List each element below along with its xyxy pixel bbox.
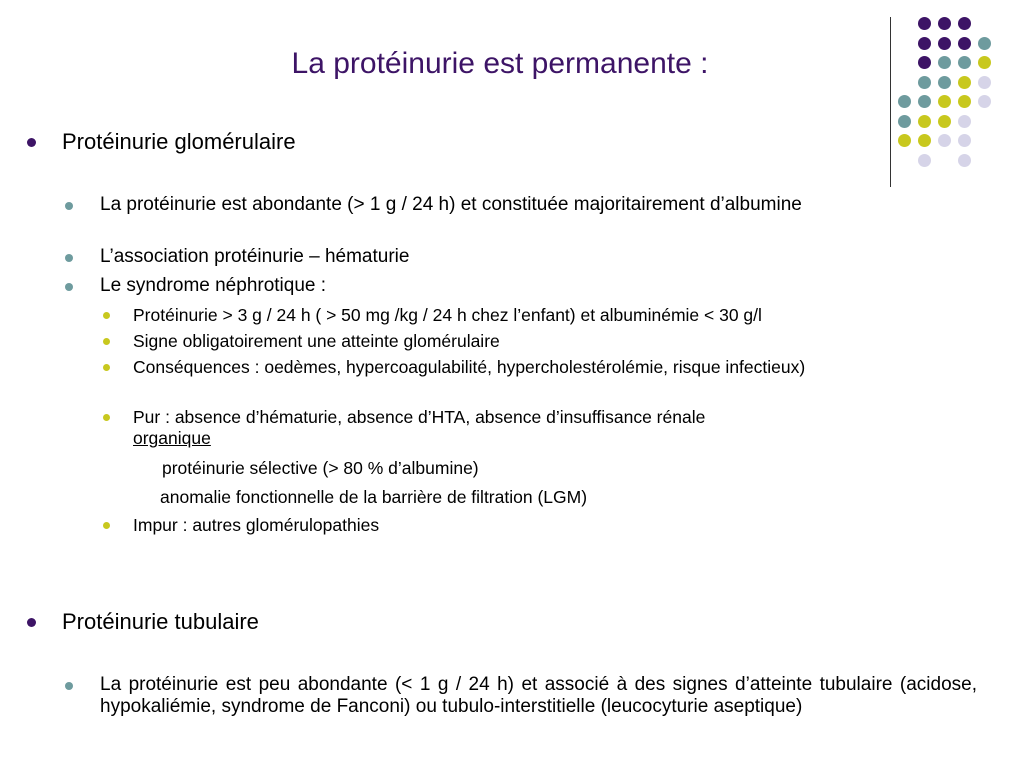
bullet-icon [103, 414, 110, 421]
bullet-icon [103, 312, 110, 319]
decorative-dot [958, 37, 971, 50]
note-line: protéinurie sélective (> 80 % d’albumine) [162, 458, 479, 478]
sub-list-item: Impur : autres glomérulopathies [133, 515, 380, 535]
sub-list-item-pur: Pur : absence d’hématurie, absence d’HTA, absence d’insuffisance rénale [133, 407, 706, 427]
bullet-icon [65, 682, 73, 690]
decorative-dot [918, 56, 931, 69]
decorative-dot [898, 95, 911, 108]
decorative-dot [918, 76, 931, 89]
decorative-dot [958, 56, 971, 69]
decorative-dot [978, 95, 991, 108]
bullet-icon [27, 618, 36, 627]
bullet-icon [65, 283, 73, 291]
decorative-dot [938, 37, 951, 50]
decorative-dot [938, 56, 951, 69]
note-line: anomalie fonctionnelle de la barrière de filtration (LGM) [160, 487, 588, 507]
decorative-dot [958, 95, 971, 108]
bullet-icon [103, 522, 110, 529]
list-item: Le syndrome néphrotique : [100, 275, 327, 296]
section-heading-glomerular: Protéinurie glomérulaire [62, 129, 296, 154]
decorative-dot [978, 76, 991, 89]
sub-list-item: Conséquences : oedèmes, hypercoagulabilité, hypercholestérolémie, risque infectieux) [133, 357, 806, 377]
bullet-icon [27, 138, 36, 147]
decorative-dot [918, 37, 931, 50]
section-heading-tubular: Protéinurie tubulaire [62, 609, 259, 634]
bullet-icon [65, 254, 73, 262]
decorative-dot [938, 95, 951, 108]
decorative-dot [918, 17, 931, 30]
decorative-dot [978, 56, 991, 69]
bullet-icon [103, 338, 110, 345]
decorative-dot [898, 115, 911, 128]
list-item: La protéinurie est abondante (> 1 g / 24 h) et constituée majoritairement d’albumine [100, 194, 802, 215]
slide-title: La protéinurie est permanente : [291, 47, 709, 80]
decorative-dot [958, 17, 971, 30]
sub-list-item: Signe obligatoirement une atteinte glomérulaire [133, 331, 500, 351]
decorative-dot [918, 95, 931, 108]
decorative-dot [918, 115, 931, 128]
decorative-dot [938, 76, 951, 89]
decorative-dot [958, 115, 971, 128]
divider-line [890, 17, 891, 187]
decorative-dot [918, 154, 931, 167]
decorative-dot [938, 115, 951, 128]
decorative-dot [958, 76, 971, 89]
bullet-icon [65, 202, 73, 210]
list-item: La protéinurie est peu abondante (< 1 g / 24 h) et associé à des signes d’atteinte tubulaire (acidose, hypokaliémie, syndrome de Fanconi) ou tubulo-interstitielle (leucocyturie aseptique) [100, 674, 977, 717]
sub-list-item: Protéinurie > 3 g / 24 h ( > 50 mg /kg / 24 h chez l’enfant) et albuminémie < 30 g/l [133, 305, 762, 325]
bullet-icon [103, 364, 110, 371]
underlined-word: organique [133, 428, 211, 448]
decorative-dot [978, 37, 991, 50]
list-item: L’association protéinurie – hématurie [100, 246, 410, 267]
decorative-dot [938, 17, 951, 30]
decorative-dot [958, 154, 971, 167]
